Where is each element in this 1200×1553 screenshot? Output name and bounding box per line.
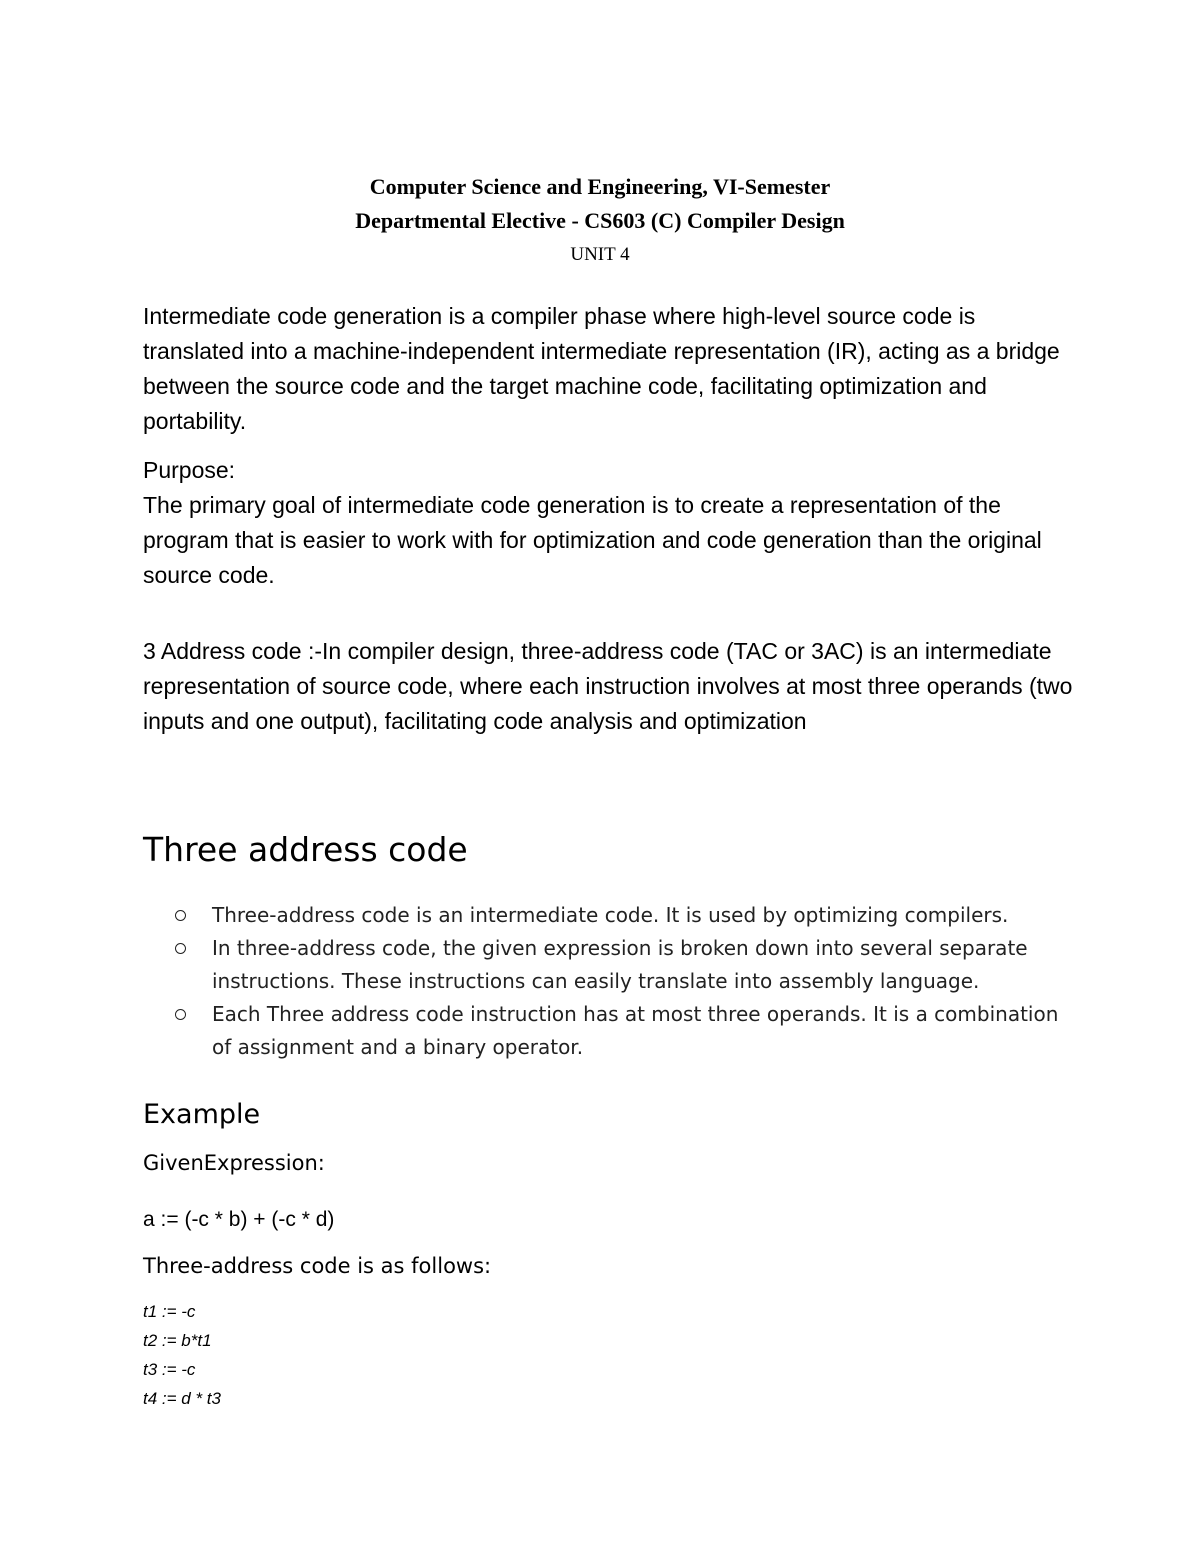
hollow-circle-bullet-icon bbox=[175, 910, 186, 921]
example-heading: Example bbox=[143, 1099, 261, 1130]
bullet-text: Three-address code is an intermediate code. It is used by optimizing compilers. bbox=[212, 903, 1009, 927]
tac-code-block bbox=[143, 1297, 221, 1413]
tac-code-line: t2 := b*t1 bbox=[143, 1331, 212, 1350]
header-course-line: Computer Science and Engineering, VI-Semester bbox=[369, 174, 831, 199]
bullet-text: In three-address code, the given expression is broken down into several separate instructions. These instructions can easily translate into assembly language. bbox=[212, 936, 1028, 993]
given-expression: a := (-c * b) + (-c * d) bbox=[143, 1208, 335, 1231]
given-expression-label: GivenExpression: bbox=[143, 1151, 325, 1175]
three-address-intro-text: 3 Address code :-In compiler design, three-address code (TAC or 3AC) is an intermediate representation of source code, where each instruction involves at most three operands (two inputs and one output), facilitating code analysis and optimization bbox=[143, 638, 1073, 734]
tac-code-line: t1 := -c bbox=[143, 1302, 196, 1321]
bullet-text: Each Three address code instruction has at most three operands. It is a combination of assignment and a binary operator. bbox=[212, 1002, 1059, 1059]
bullet-item bbox=[143, 998, 1083, 1064]
hollow-circle-bullet-icon bbox=[175, 943, 186, 954]
bullet-item bbox=[143, 932, 1083, 998]
tac-label: Three-address code is as follows: bbox=[143, 1254, 492, 1278]
hollow-circle-bullet-icon bbox=[175, 1009, 186, 1020]
purpose-label: Purpose: bbox=[143, 457, 236, 483]
bullet-item bbox=[143, 899, 1083, 932]
document-header bbox=[0, 170, 1200, 272]
three-address-intro-paragraph bbox=[143, 634, 1073, 739]
bullet-list bbox=[143, 899, 1083, 1064]
intro-paragraph bbox=[143, 299, 1073, 439]
section-heading: Three address code bbox=[143, 830, 468, 869]
purpose-paragraph bbox=[143, 453, 1073, 593]
purpose-text: The primary goal of intermediate code generation is to create a representation of the program that is easier to work with for optimization and code generation than the original source code. bbox=[143, 492, 1042, 588]
header-subject-line: Departmental Elective - CS603 (C) Compiler Design bbox=[355, 208, 845, 233]
header-unit-line: UNIT 4 bbox=[570, 244, 630, 265]
tac-code-line: t4 := d * t3 bbox=[143, 1389, 221, 1408]
tac-code-line: t3 := -c bbox=[143, 1360, 196, 1379]
intro-text: Intermediate code generation is a compiler phase where high-level source code is translated into a machine-independent intermediate representation (IR), acting as a bridge between the source code and the target machine code, facilitating optimization and portability. bbox=[143, 303, 1060, 434]
